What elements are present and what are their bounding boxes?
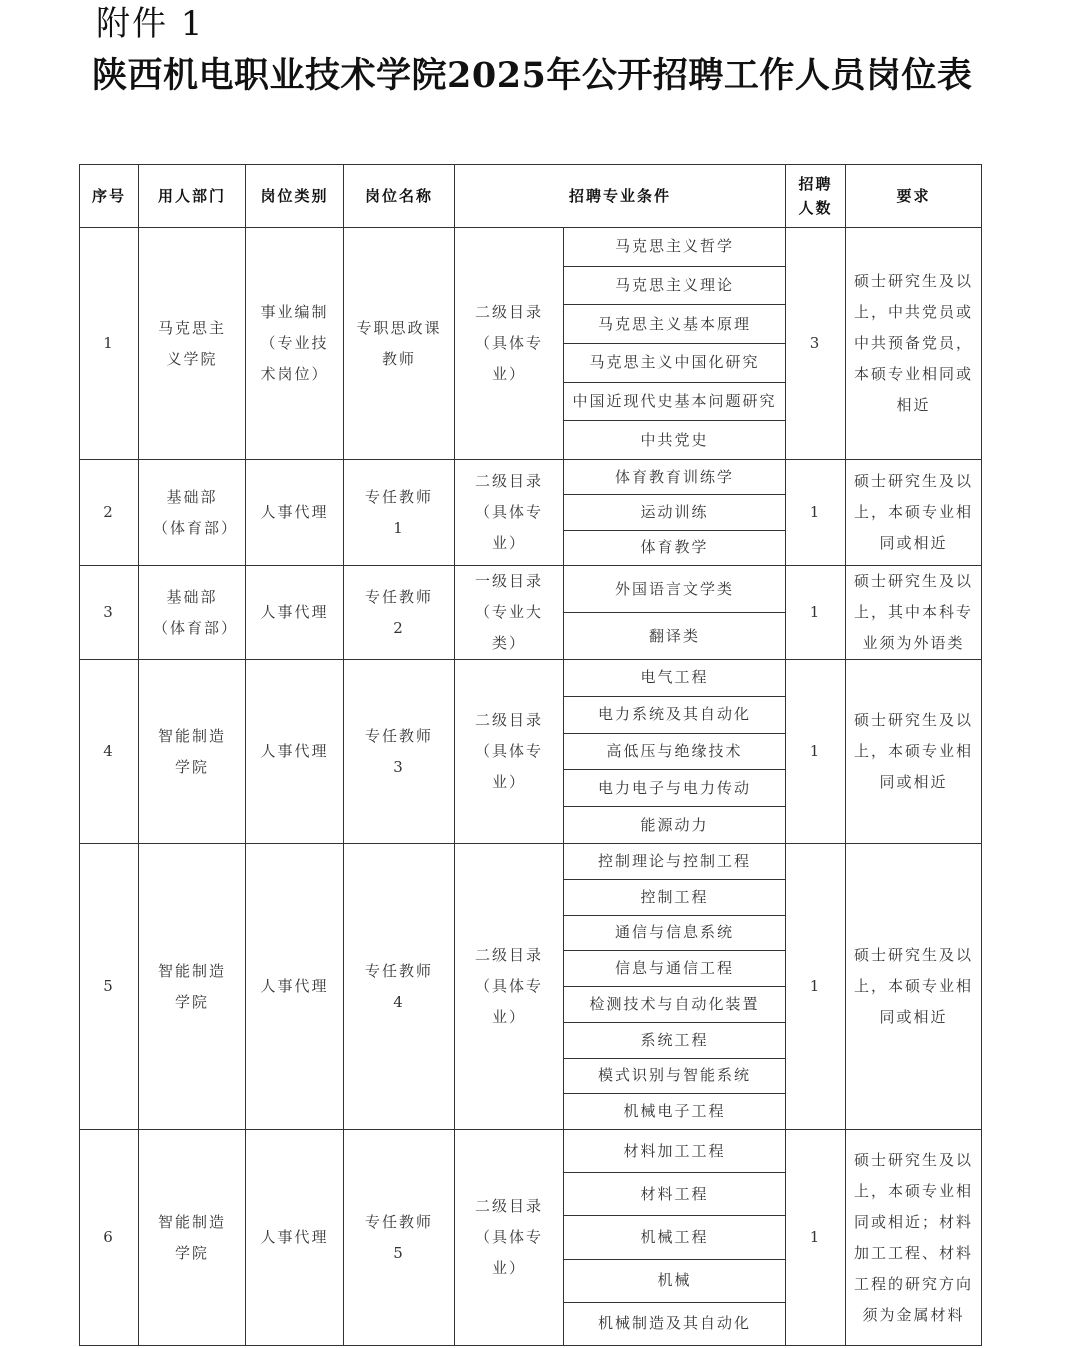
position-cell: 专任教师 1 [344,460,455,566]
requirement-cell: 硕士研究生及以上，本硕专业相同或相近 [846,460,982,566]
major-item: 机械 [564,1260,785,1303]
category-cell: 事业编制（专业技术岗位） [246,228,344,460]
major-item: 马克思主义理论 [564,267,785,306]
table-row [80,566,982,660]
header-conditions: 招聘专业条件 [455,165,786,228]
department-cell: 智能制造学院 [139,660,246,844]
position-cell: 专任教师 5 [344,1130,455,1346]
major-item: 模式识别与智能系统 [564,1059,785,1095]
majors-cell [564,566,786,660]
requirement-cell: 硕士研究生及以上，本硕专业相同或相近；材料加工工程、材料工程的研究方向须为金属材料 [846,1130,982,1346]
major-item: 材料工程 [564,1173,785,1216]
major-item: 能源动力 [640,815,709,834]
department-cell: 马克思主义学院 [139,228,246,460]
category-cell: 人事代理 [246,1130,344,1346]
count-cell: 3 [786,228,846,460]
category-cell: 人事代理 [246,566,344,660]
table-row [80,660,982,844]
count-cell: 1 [786,844,846,1130]
row-number: 5 [80,844,139,1130]
major-item: 中国近现代史基本问题研究 [564,383,785,422]
count-cell: 1 [786,1130,846,1346]
majors-cell [564,844,786,1130]
major-item: 电气工程 [564,660,785,697]
table-row [80,460,982,566]
catalog-level-cell: 一级目录（专业大类） [455,566,564,660]
major-item: 机械制造及其自动化 [598,1314,752,1333]
major-item: 体育教育训练学 [564,460,785,495]
major-item: 控制理论与控制工程 [564,844,785,880]
requirement-cell: 硕士研究生及以上，中共党员或中共预备党员，本硕专业相同或相近 [846,228,982,460]
row-number: 3 [80,566,139,660]
header-requirements: 要求 [846,165,982,228]
header-dept: 用人部门 [139,165,246,228]
count-cell: 1 [786,566,846,660]
table-row [80,1130,982,1346]
header-position: 岗位名称 [344,165,455,228]
category-cell: 人事代理 [246,660,344,844]
department-cell: 基础部（体育部） [139,566,246,660]
major-item: 材料加工工程 [564,1130,785,1173]
major-item: 马克思主义基本原理 [564,305,785,344]
count-cell: 1 [786,460,846,566]
department-cell: 基础部（体育部） [139,460,246,566]
major-item: 马克思主义中国化研究 [564,344,785,383]
major-item: 信息与通信工程 [564,951,785,987]
row-number: 1 [80,228,139,460]
major-item: 翻译类 [649,626,701,645]
major-item: 系统工程 [564,1023,785,1059]
major-item: 高低压与绝缘技术 [564,734,785,771]
category-cell: 人事代理 [246,844,344,1130]
position-cell: 专职思政课教师 [344,228,455,460]
position-cell: 专任教师 3 [344,660,455,844]
attachment-label: 附件 1 [96,4,205,44]
row-number: 2 [80,460,139,566]
positions-table [79,164,982,1346]
count-cell: 1 [786,660,846,844]
table-row [80,844,982,1130]
document-title: 陕西机电职业技术学院2025年公开招聘工作人员岗位表 [92,55,973,96]
catalog-level-cell: 二级目录（具体专业） [455,844,564,1130]
header-category: 岗位类别 [246,165,344,228]
catalog-level-cell: 二级目录（具体专业） [455,660,564,844]
row-number: 6 [80,1130,139,1346]
department-cell: 智能制造学院 [139,1130,246,1346]
department-cell: 智能制造学院 [139,844,246,1130]
major-item: 通信与信息系统 [564,916,785,952]
major-item: 中共党史 [640,430,709,449]
header-no: 序号 [80,165,139,228]
major-item: 检测技术与自动化装置 [564,987,785,1023]
row-number: 4 [80,660,139,844]
position-cell: 专任教师 4 [344,844,455,1130]
majors-cell [564,460,786,566]
major-item: 机械电子工程 [623,1102,726,1121]
majors-cell [564,228,786,460]
major-item: 控制工程 [564,880,785,916]
catalog-level-cell: 二级目录（具体专业） [455,1130,564,1346]
category-cell: 人事代理 [246,460,344,566]
majors-cell [564,660,786,844]
header-count: 招聘人数 [786,165,846,228]
table-header-row [80,165,982,228]
requirement-cell: 硕士研究生及以上，本硕专业相同或相近 [846,660,982,844]
catalog-level-cell: 二级目录（具体专业） [455,228,564,460]
major-item: 机械工程 [564,1216,785,1259]
major-item: 电力系统及其自动化 [564,697,785,734]
major-item: 外国语言文学类 [564,566,785,613]
requirement-cell: 硕士研究生及以上，其中本科专业须为外语类 [846,566,982,660]
requirement-cell: 硕士研究生及以上，本硕专业相同或相近 [846,844,982,1130]
major-item: 体育教学 [640,538,709,557]
major-item: 电力电子与电力传动 [564,770,785,807]
table-row [80,228,982,460]
major-item: 马克思主义哲学 [564,228,785,267]
catalog-level-cell: 二级目录（具体专业） [455,460,564,566]
majors-cell [564,1130,786,1346]
position-cell: 专任教师 2 [344,566,455,660]
major-item: 运动训练 [564,495,785,530]
